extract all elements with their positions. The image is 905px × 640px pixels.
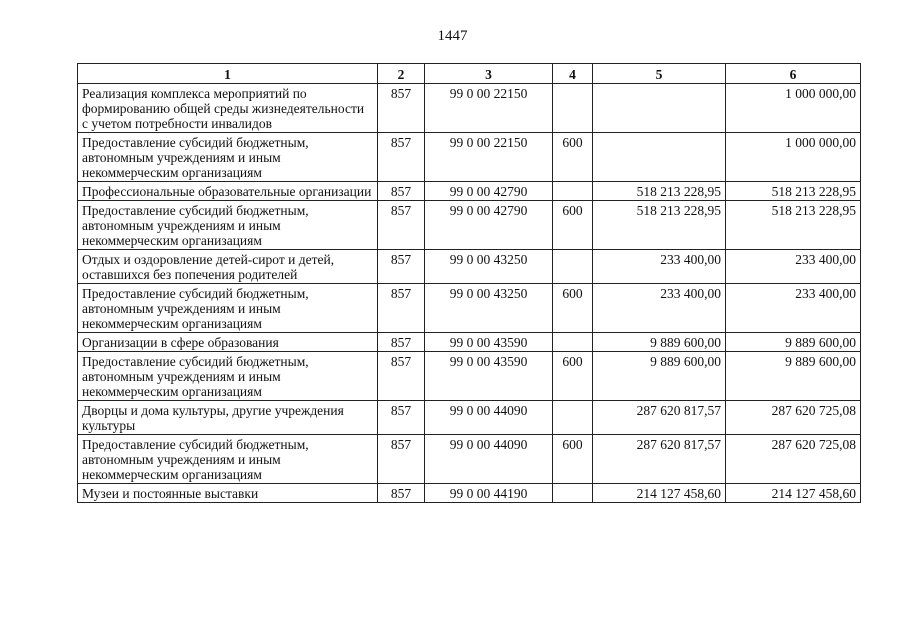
table-row <box>78 201 861 250</box>
row-type <box>553 333 593 352</box>
row-amount-6: 9 889 600,00 <box>726 352 861 401</box>
row-type: 600 <box>553 435 593 484</box>
row-name: Реализация комплекса мероприятий по формированию общей среды жизнедеятельности с учетом потребности инвалидов <box>78 84 378 133</box>
row-code: 99 0 00 44190 <box>425 484 553 503</box>
row-type: 600 <box>553 352 593 401</box>
row-ministry: 857 <box>378 333 425 352</box>
row-ministry: 857 <box>378 250 425 284</box>
row-name: Предоставление субсидий бюджетным, автономным учреждениям и иным некоммерческим организациям <box>78 201 378 250</box>
table-row <box>78 484 861 503</box>
row-amount-6: 9 889 600,00 <box>726 333 861 352</box>
row-type: 600 <box>553 133 593 182</box>
row-amount-6: 287 620 725,08 <box>726 435 861 484</box>
row-type: 600 <box>553 201 593 250</box>
row-amount-6: 518 213 228,95 <box>726 182 861 201</box>
row-type <box>553 401 593 435</box>
row-code: 99 0 00 42790 <box>425 201 553 250</box>
table-row <box>78 333 861 352</box>
row-amount-5: 287 620 817,57 <box>593 401 726 435</box>
row-amount-5: 518 213 228,95 <box>593 201 726 250</box>
row-amount-6: 518 213 228,95 <box>726 201 861 250</box>
table-header-row <box>78 64 861 84</box>
row-amount-6: 233 400,00 <box>726 250 861 284</box>
row-ministry: 857 <box>378 484 425 503</box>
row-name: Отдых и оздоровление детей-сирот и детей, оставшихся без попечения родителей <box>78 250 378 284</box>
row-code: 99 0 00 43590 <box>425 333 553 352</box>
row-amount-6: 214 127 458,60 <box>726 484 861 503</box>
row-amount-6: 287 620 725,08 <box>726 401 861 435</box>
row-amount-5: 9 889 600,00 <box>593 333 726 352</box>
column-header: 6 <box>726 64 861 84</box>
row-amount-5: 518 213 228,95 <box>593 182 726 201</box>
row-code: 99 0 00 42790 <box>425 182 553 201</box>
row-amount-6: 1 000 000,00 <box>726 84 861 133</box>
row-code: 99 0 00 44090 <box>425 435 553 484</box>
row-name: Предоставление субсидий бюджетным, автономным учреждениям и иным некоммерческим организациям <box>78 435 378 484</box>
row-amount-5: 214 127 458,60 <box>593 484 726 503</box>
row-ministry: 857 <box>378 201 425 250</box>
table-row <box>78 84 861 133</box>
row-ministry: 857 <box>378 182 425 201</box>
row-type <box>553 484 593 503</box>
table-row <box>78 250 861 284</box>
row-name: Организации в сфере образования <box>78 333 378 352</box>
table-row <box>78 435 861 484</box>
table-row <box>78 284 861 333</box>
row-ministry: 857 <box>378 435 425 484</box>
row-amount-5 <box>593 133 726 182</box>
row-ministry: 857 <box>378 284 425 333</box>
column-header: 3 <box>425 64 553 84</box>
row-name: Музеи и постоянные выставки <box>78 484 378 503</box>
row-amount-5: 287 620 817,57 <box>593 435 726 484</box>
column-header: 4 <box>553 64 593 84</box>
row-type <box>553 182 593 201</box>
table-row <box>78 401 861 435</box>
row-code: 99 0 00 43250 <box>425 284 553 333</box>
row-type: 600 <box>553 284 593 333</box>
row-ministry: 857 <box>378 401 425 435</box>
row-amount-5: 233 400,00 <box>593 284 726 333</box>
row-code: 99 0 00 43590 <box>425 352 553 401</box>
table-row <box>78 182 861 201</box>
row-code: 99 0 00 22150 <box>425 133 553 182</box>
row-code: 99 0 00 22150 <box>425 84 553 133</box>
row-ministry: 857 <box>378 84 425 133</box>
page-number: 1447 <box>437 28 468 44</box>
row-name: Дворцы и дома культуры, другие учреждения культуры <box>78 401 378 435</box>
row-type <box>553 250 593 284</box>
column-header: 5 <box>593 64 726 84</box>
row-code: 99 0 00 43250 <box>425 250 553 284</box>
row-ministry: 857 <box>378 133 425 182</box>
table-row <box>78 133 861 182</box>
row-name: Предоставление субсидий бюджетным, автономным учреждениям и иным некоммерческим организациям <box>78 284 378 333</box>
row-ministry: 857 <box>378 352 425 401</box>
budget-table <box>77 63 861 503</box>
row-name: Предоставление субсидий бюджетным, автономным учреждениям и иным некоммерческим организациям <box>78 133 378 182</box>
row-name: Профессиональные образовательные организации <box>78 182 378 201</box>
column-header: 1 <box>78 64 378 84</box>
row-code: 99 0 00 44090 <box>425 401 553 435</box>
table-row <box>78 352 861 401</box>
row-name: Предоставление субсидий бюджетным, автономным учреждениям и иным некоммерческим организациям <box>78 352 378 401</box>
row-amount-6: 233 400,00 <box>726 284 861 333</box>
row-amount-5: 9 889 600,00 <box>593 352 726 401</box>
column-header: 2 <box>378 64 425 84</box>
row-amount-5 <box>593 84 726 133</box>
row-amount-5: 233 400,00 <box>593 250 726 284</box>
row-amount-6: 1 000 000,00 <box>726 133 861 182</box>
row-type <box>553 84 593 133</box>
